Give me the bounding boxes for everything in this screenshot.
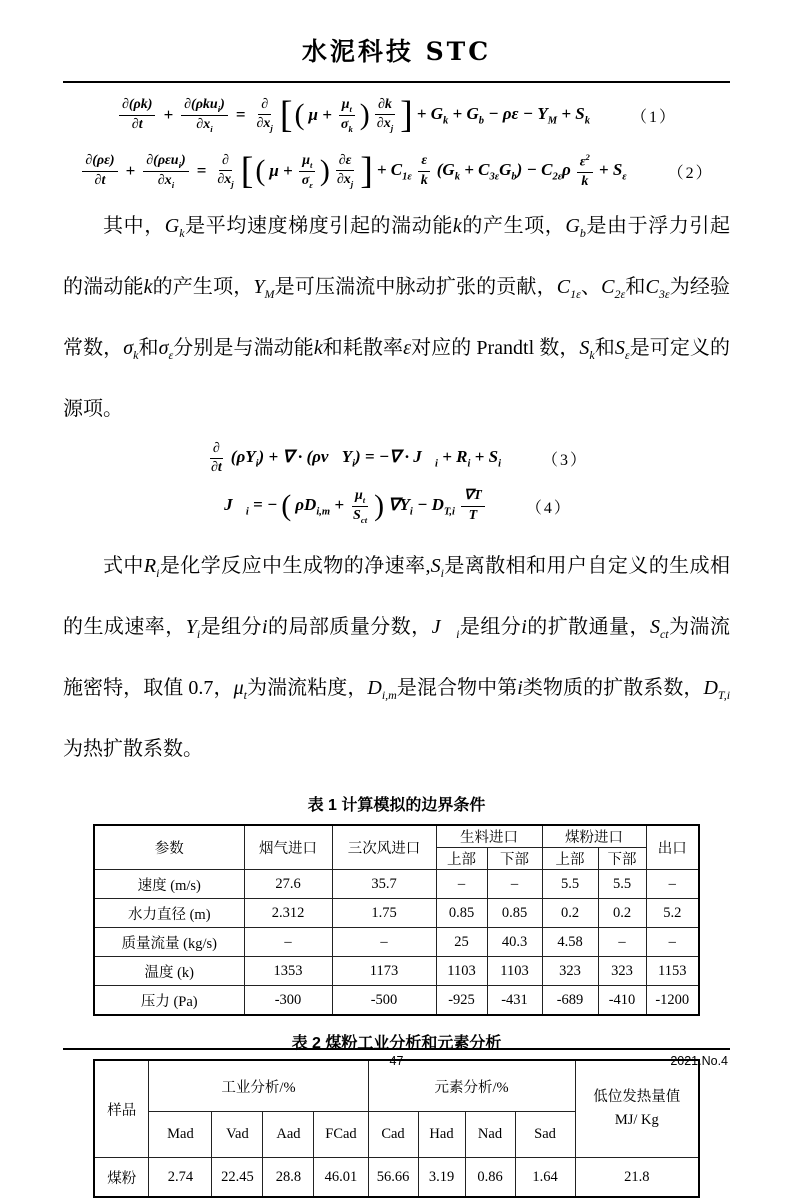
value-cell: – [332, 928, 436, 957]
left-paren: ( [255, 154, 266, 187]
operator: + [125, 161, 136, 180]
frac-denominator: $\partial x_j$ [376, 116, 394, 133]
t1-header-raw-meal-inlet: 生料进口 [436, 825, 542, 848]
left-paren: ( [294, 98, 305, 131]
value-cell: 5.5 [598, 870, 646, 899]
value-cell: 1353 [244, 957, 332, 986]
footer [63, 1048, 730, 1080]
equation-segment: + $G_k + G_b - \rho\varepsilon - Y_M + S_k$ [416, 103, 591, 127]
t2-subheader-nad: Nad [465, 1112, 515, 1158]
t2-subheader-had: Had [418, 1112, 465, 1158]
t1-subheader-coal-upper: 上部 [542, 848, 598, 870]
operator: + [163, 105, 174, 124]
equation-number: （2） [667, 164, 714, 182]
fraction [143, 153, 188, 190]
t2-header-sample: 样品 [94, 1060, 149, 1158]
value-cell: 27.6 [244, 870, 332, 899]
equation-segment: $\nabla Y_i - D_{T,i}$ [388, 494, 455, 518]
equation-number: （4） [525, 499, 572, 517]
t2-subheader-cad: Cad [368, 1112, 418, 1158]
frac-denominator: T [468, 507, 478, 523]
frac-numerator: $\mu_t$ [339, 97, 355, 116]
fraction [350, 488, 370, 525]
value-cell: 56.66 [368, 1158, 418, 1198]
table-row-velocity [94, 870, 699, 899]
fraction [253, 97, 275, 133]
frac-numerator: ∂ε [336, 153, 355, 171]
frac-numerator: ∂ [258, 97, 271, 115]
issue-label: 2021.No.4 [670, 1054, 728, 1068]
value-cell: 5.2 [646, 899, 699, 928]
lhv-label-line2: MJ/ Kg [614, 1112, 659, 1128]
operator: = [235, 105, 246, 124]
frac-denominator: $\sigma_k$ [340, 116, 353, 134]
fraction [181, 97, 228, 134]
boundary-conditions-table [93, 824, 700, 1016]
value-cell: 5.5 [542, 870, 598, 899]
value-cell: 46.01 [314, 1158, 368, 1198]
value-cell: -689 [542, 986, 598, 1016]
frac-denominator: $\partial x_i$ [196, 116, 213, 134]
frac-numerator: ∂k [375, 97, 395, 115]
value-cell: 0.2 [598, 899, 646, 928]
equation-2 [0, 143, 793, 199]
equation-segment: $(G_k + C_{3\varepsilon}G_b) - C_{2\varepsilon}\rho$ [436, 159, 571, 183]
value-cell: -1200 [646, 986, 699, 1016]
table-row-temperature [94, 957, 699, 986]
frac-numerator: $\varepsilon^2$ [577, 152, 593, 173]
frac-numerator: ∂(ρku$_i$) [181, 97, 228, 116]
value-cell: – [487, 870, 542, 899]
t2-subheader-mad: Mad [149, 1112, 212, 1158]
value-cell: 1103 [487, 957, 542, 986]
frac-numerator: ∂(ρεu$_i$) [143, 153, 188, 172]
frac-denominator: $\partial x_j$ [217, 172, 234, 189]
value-cell: -500 [332, 986, 436, 1016]
t2-header-proximate-analysis: 工业分析/% [149, 1060, 368, 1112]
value-cell: 25 [436, 928, 487, 957]
value-cell: – [436, 870, 487, 899]
frac-denominator: k [420, 172, 428, 188]
equation-segment: + $S_\varepsilon$ [598, 159, 627, 183]
value-cell: 323 [598, 957, 646, 986]
table-row-coal-powder [94, 1158, 699, 1198]
paragraph-2: 式中$R_i$是化学反应中生成物的净速率$,S_i$是离散相和用户自定义的生成相的生成速率，$Y_i$是组分i的局部质量分数，$J⃗_i$是组分i的扩散通量，$S_{ct}$为湍流施密特，取值 0.7，$\mu_t$为湍流粘度，$D_{i,m}$是混合物中第i类物质的扩散系数，$D_{T,i}$为热扩散系数。 [63, 555, 731, 760]
frac-denominator: ∂t [210, 460, 222, 475]
frac-denominator: $\partial x_j$ [336, 172, 354, 189]
journal-title: 水泥科技 STC [301, 37, 492, 66]
equation-4 [0, 481, 793, 531]
equation-segment: μ + [308, 105, 332, 124]
row-label: 温度 (k) [94, 957, 244, 986]
value-cell: 323 [542, 957, 598, 986]
left-paren: ( [281, 489, 292, 522]
right-paren: ) [374, 489, 385, 522]
paragraph-1: 其中，$G_k$是平均速度梯度引起的湍动能k的产生项，$G_b$是由于浮力引起的湍动能k的产生项，$Y_M$是可压湍流中脉动扩张的贡献，$C_{1\varepsilon}$、$C_{2\varepsilon}$和$C_{3\varepsilon}$为经验常数，$\sigma_k$和$\sigma_\varepsilon$分别是与湍动能k和耗散率ε对应的 Prandtl 数，$S_k$和$S_\varepsilon$是可定义的源项。 [63, 215, 731, 420]
value-cell: 1103 [436, 957, 487, 986]
frac-denominator: ∂t [94, 172, 106, 188]
frac-numerator: ε [418, 153, 430, 171]
t1-header-param: 参数 [94, 825, 244, 870]
value-cell: 28.8 [263, 1158, 314, 1198]
t1-header-outlet: 出口 [646, 825, 699, 870]
frac-denominator: $\partial x_j$ [256, 116, 273, 133]
frac-numerator: ∂ [219, 153, 232, 171]
table1-caption: 表 1 计算模拟的边界条件 [307, 797, 486, 814]
t1-subheader-raw-lower: 下部 [487, 848, 542, 870]
t2-header-ultimate-analysis: 元素分析/% [368, 1060, 575, 1112]
value-cell: – [646, 870, 699, 899]
value-cell: – [646, 928, 699, 957]
row-label: 煤粉 [94, 1158, 149, 1198]
equation-segment: μ + [269, 161, 293, 180]
value-cell: -300 [244, 986, 332, 1016]
row-label: 速度 (m/s) [94, 870, 244, 899]
left-bracket: [ [240, 150, 254, 192]
frac-numerator: $\mu_t$ [352, 488, 368, 507]
fraction [338, 97, 356, 134]
value-cell: 0.85 [436, 899, 487, 928]
value-cell: 0.2 [542, 899, 598, 928]
value-cell: 0.85 [487, 899, 542, 928]
header-rule [63, 81, 730, 83]
t1-header-coal-inlet: 煤粉进口 [542, 825, 646, 848]
value-cell: 0.86 [465, 1158, 515, 1198]
t1-header-flue-gas-inlet: 烟气进口 [244, 825, 332, 870]
equation-segment: $\rho D_{i,m}$ + [295, 494, 345, 518]
value-cell: 1.75 [332, 899, 436, 928]
frac-numerator: ∂(ρε) [82, 153, 117, 171]
value-cell: 40.3 [487, 928, 542, 957]
equation-3 [0, 436, 793, 481]
equation-1 [0, 87, 793, 143]
fraction [374, 97, 396, 133]
fraction [119, 97, 155, 132]
fraction [577, 152, 593, 190]
frac-numerator: ∂(ρk) [119, 97, 155, 115]
t2-subheader-aad: Aad [263, 1112, 314, 1158]
value-cell: 21.8 [575, 1158, 699, 1198]
equation-number: （3） [542, 452, 589, 469]
t2-subheader-vad: Vad [212, 1112, 263, 1158]
value-cell: 1153 [646, 957, 699, 986]
page-number: 47 [389, 1054, 404, 1068]
value-cell: -431 [487, 986, 542, 1016]
right-paren: ) [319, 154, 330, 187]
left-bracket: [ [279, 94, 293, 136]
value-cell: -410 [598, 986, 646, 1016]
fraction [334, 153, 356, 189]
t1-subheader-raw-upper: 上部 [436, 848, 487, 870]
t1-header-tertiary-air-inlet: 三次风进口 [332, 825, 436, 870]
fraction [82, 153, 117, 188]
equation-number: （1） [631, 108, 678, 126]
value-cell: 4.58 [542, 928, 598, 957]
fraction [208, 441, 225, 476]
fraction [299, 153, 316, 190]
frac-numerator: ∂ [210, 441, 223, 459]
right-bracket: ] [360, 150, 373, 192]
row-label: 水力直径 (m) [94, 899, 244, 928]
value-cell: – [598, 928, 646, 957]
equation-segment: $J⃗_i$ = − [224, 494, 278, 518]
table2-caption: 表 2 煤粉工业分析和元素分析 [291, 1035, 502, 1052]
frac-denominator: $\partial x_i$ [157, 172, 175, 190]
value-cell: – [244, 928, 332, 957]
value-cell: 3.19 [418, 1158, 465, 1198]
operator: = [196, 161, 207, 180]
value-cell: 35.7 [332, 870, 436, 899]
value-cell: 1.64 [515, 1158, 575, 1198]
frac-denominator: $\sigma_\varepsilon$ [301, 172, 313, 190]
right-bracket: ] [400, 94, 413, 136]
equation-segment: + $C_{1\varepsilon}$ [376, 159, 412, 183]
t2-subheader-sad: Sad [515, 1112, 575, 1158]
t1-subheader-coal-lower: 下部 [598, 848, 646, 870]
fraction [461, 488, 485, 523]
equation-segment: $(\rho Y_i)$ + ∇ · $(\rho v⃗Y_i)$ = −∇ · $J⃗_i + R_i + S_i$ [230, 447, 502, 470]
fraction [214, 153, 236, 189]
row-label: 质量流量 (kg/s) [94, 928, 244, 957]
table-row-mass-flow [94, 928, 699, 957]
frac-denominator: ∂t [131, 116, 143, 132]
value-cell: -925 [436, 986, 487, 1016]
frac-numerator: $\mu_t$ [299, 153, 315, 172]
frac-numerator: ∇T [461, 488, 485, 506]
frac-denominator: k [581, 173, 589, 189]
fraction [418, 153, 431, 188]
value-cell: 2.312 [244, 899, 332, 928]
row-label: 压力 (Pa) [94, 986, 244, 1016]
right-paren: ) [359, 98, 370, 131]
frac-denominator: $S_{ct}$ [353, 507, 368, 525]
value-cell: 22.45 [212, 1158, 263, 1198]
value-cell: 1173 [332, 957, 436, 986]
t2-subheader-fcad: FCad [314, 1112, 368, 1158]
table-row-pressure [94, 986, 699, 1016]
table-row-hydraulic-diameter [94, 899, 699, 928]
lhv-label-line1: 低位发热量值 [593, 1088, 681, 1105]
value-cell: 2.74 [149, 1158, 212, 1198]
